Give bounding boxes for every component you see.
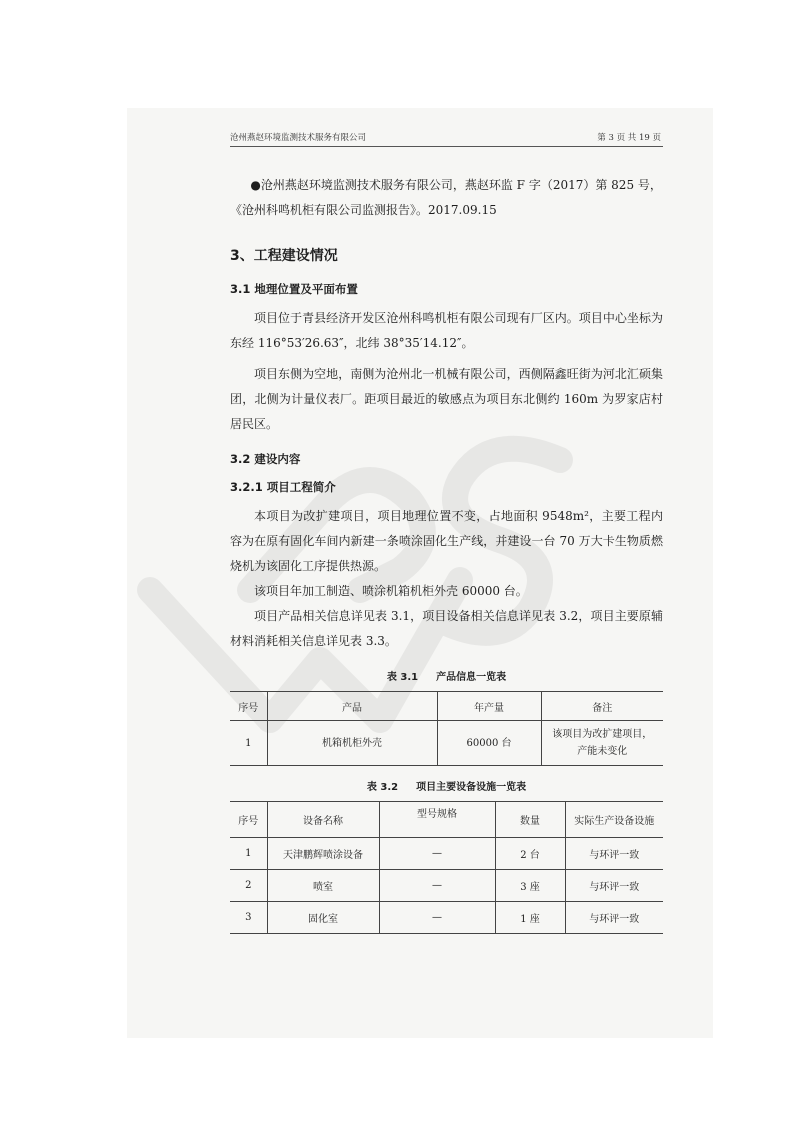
table-3-2-caption-title: 项目主要设备设施一览表 bbox=[416, 782, 527, 793]
table-header-cell: 备注 bbox=[541, 692, 663, 721]
table-header-row bbox=[230, 802, 663, 838]
table-cell-note bbox=[541, 721, 663, 766]
table-3-2 bbox=[230, 801, 663, 934]
table-3-1 bbox=[230, 691, 663, 766]
table-row bbox=[230, 838, 663, 870]
table-cell: 与环评一致 bbox=[565, 870, 663, 902]
table-header-cell: 年产量 bbox=[437, 692, 541, 721]
section-3-1-para-2: 项目东侧为空地，南侧为沧州北一机械有限公司，西侧隔鑫旺街为河北汇硕集团，北侧为计量仪表厂。距项目最近的敏感点为项目东北侧约 160m 为罗家店村居民区。 bbox=[230, 367, 663, 431]
table-cell: 天津鹏辉喷涂设备 bbox=[267, 838, 379, 870]
table-cell: 与环评一致 bbox=[565, 902, 663, 934]
table-3-1-caption-number: 表 3.1 bbox=[386, 672, 419, 683]
section-3-1-title: 3.1 地理位置及平面布置 bbox=[230, 282, 358, 296]
table-3-1-caption-title: 产品信息一览表 bbox=[436, 672, 507, 683]
page-header bbox=[230, 128, 663, 147]
table-header-cell: 序号 bbox=[230, 692, 267, 721]
section-3-2-1-para-2: 该项目年加工制造、喷涂机箱机柜外壳 60000 台。 bbox=[254, 584, 528, 598]
reference-line-1: ●沧州燕赵环境监测技术服务有限公司，燕赵环监 F 字（2017）第 825 号， bbox=[250, 178, 662, 192]
table-cell: — bbox=[379, 870, 495, 902]
section-3-2-1-title: 3.2.1 项目工程简介 bbox=[230, 480, 336, 494]
table-cell: 机箱机柜外壳 bbox=[267, 721, 437, 766]
table-row bbox=[230, 902, 663, 934]
table-header-cell: 序号 bbox=[230, 802, 267, 838]
table-cell: 固化室 bbox=[267, 902, 379, 934]
table-header-cell: 设备名称 bbox=[267, 802, 379, 838]
note-line-2: 产能未变化 bbox=[577, 746, 628, 757]
table-header-cell: 数量 bbox=[495, 802, 565, 838]
table-header-cell: 实际生产设备设施 bbox=[565, 802, 663, 838]
table-cell: 2 bbox=[230, 870, 267, 902]
table-cell: — bbox=[379, 838, 495, 870]
document-page bbox=[230, 128, 663, 934]
reference-line-2: 《沧州科鸣机柜有限公司监测报告》。2017.09.15 bbox=[230, 203, 497, 217]
table-cell: 喷室 bbox=[267, 870, 379, 902]
section-3-title: 3、工程建设情况 bbox=[230, 248, 338, 264]
table-cell: 与环评一致 bbox=[565, 838, 663, 870]
table-header-row bbox=[230, 692, 663, 721]
table-cell: 2 台 bbox=[495, 838, 565, 870]
table-3-1-caption bbox=[230, 668, 663, 683]
header-company: 沧州燕赵环境监测技术服务有限公司 bbox=[230, 133, 367, 143]
table-cell: 1 座 bbox=[495, 902, 565, 934]
table-3-2-caption-number: 表 3.2 bbox=[366, 782, 399, 793]
table-cell: 1 bbox=[230, 721, 267, 766]
section-3-2-1-para-3: 项目产品相关信息详见表 3.1，项目设备相关信息详见表 3.2，项目主要原辅材料消耗相关信息详见表 3.3。 bbox=[230, 609, 663, 648]
section-3-2-title: 3.2 建设内容 bbox=[230, 452, 301, 466]
table-cell: — bbox=[379, 902, 495, 934]
table-row bbox=[230, 870, 663, 902]
section-3-1-para-1: 项目位于青县经济开发区沧州科鸣机柜有限公司现有厂区内。项目中心坐标为东经 116°53′26.63″，北纬 38°35′14.12″。 bbox=[230, 311, 663, 350]
table-cell: 3 bbox=[230, 902, 267, 934]
table-header-cell: 型号规格 bbox=[379, 802, 495, 838]
table-header-cell: 产品 bbox=[267, 692, 437, 721]
section-3-2-1-para-1: 本项目为改扩建项目，项目地理位置不变，占地面积 9548m²，主要工程内容为在原有固化车间内新建一条喷涂固化生产线，并建设一台 70 万大卡生物质燃烧机为该固化工序提供热源。 bbox=[230, 509, 663, 573]
table-3-2-caption bbox=[230, 778, 663, 793]
table-cell: 1 bbox=[230, 838, 267, 870]
note-line-1: 该项目为改扩建项目， bbox=[552, 729, 653, 740]
header-page-info: 第 3 页 共 19 页 bbox=[597, 133, 661, 143]
table-cell: 60000 台 bbox=[437, 721, 541, 766]
table-row bbox=[230, 721, 663, 766]
table-cell: 3 座 bbox=[495, 870, 565, 902]
